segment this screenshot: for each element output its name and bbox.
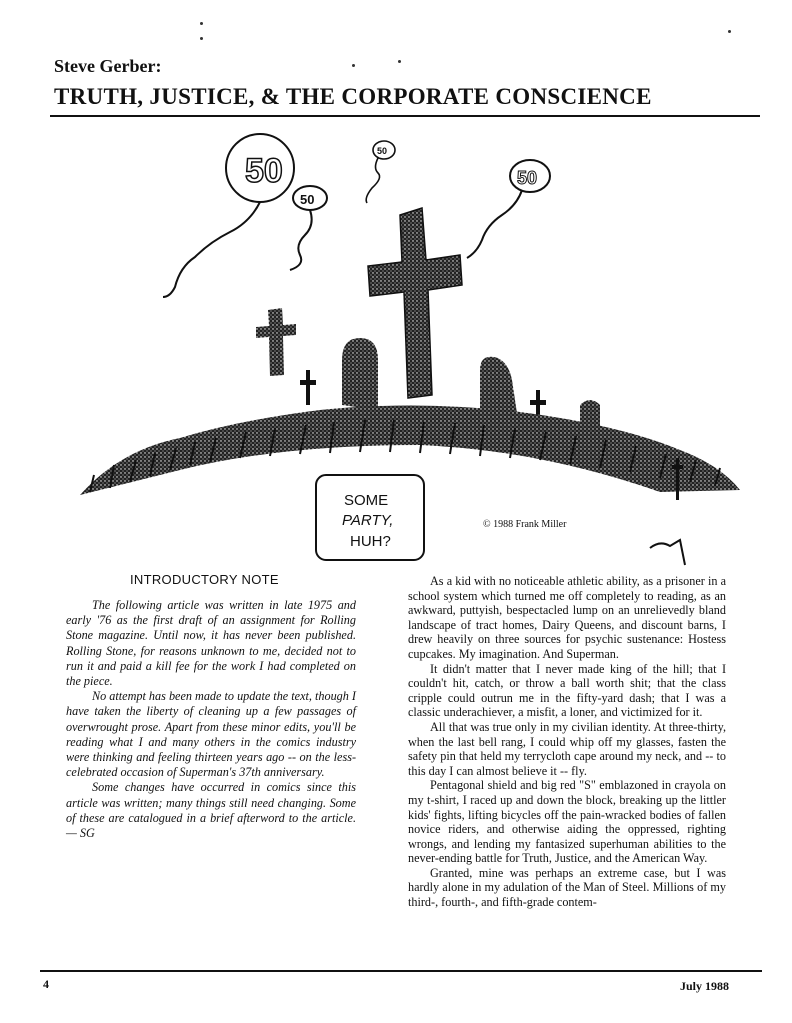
body-paragraph: As a kid with no noticeable athletic ability, as a prisoner in a school system which turned me off completely to reading, as an awkward, puttyish, bespectacled lump on an unrelievedly bland landscape of tract homes, Dairy Queens, and discount barns, I drew heavily on three sources for psychic sustenance: Hostess cupcakes. My imagination. And Superman. — [408, 574, 726, 661]
balloon-small-label: 50 — [300, 192, 315, 207]
cartoon-illustration — [60, 120, 750, 570]
page-number: 4 — [43, 977, 49, 991]
intro-heading: INTRODUCTORY NOTE — [130, 572, 279, 587]
balloon-tiny-label: 50 — [377, 146, 388, 156]
issue-date: July 1988 — [680, 979, 730, 993]
tombstone — [342, 338, 378, 410]
speck — [200, 22, 203, 25]
body-paragraph: All that was true only in my civilian identity. At three-thirty, when the last bell rang, I could whip off my glasses, fasten the safety pin that held my terrycloth cape around my neck, and -- to this day I can almost believe it -- fly. — [408, 719, 726, 778]
body-paragraph: Pentagonal shield and big red "S" emblazoned in crayola on my t-shirt, I raced up and down the block, breaking up the littler kids' fights, lifting bicycles off the pain-wracked bodies of fallen novice riders, and otherwise aiding the oppressed, righting wrongs, and lending my fantasized superhuman abilities to the never-ending battle for Truth, Justice, and the American Way. — [408, 778, 726, 866]
large-cross — [368, 208, 462, 398]
byline: Steve Gerber: — [54, 56, 162, 76]
speech-line-2: PARTY, — [342, 512, 394, 529]
speck — [200, 37, 203, 40]
speech-line-3: HUH? — [350, 533, 391, 550]
intro-paragraph: Some changes have occurred in comics since this article was written; many things still need changing. Some of these are catalogued in a brief afterword to the article. — SG — [66, 780, 356, 841]
cross-small — [300, 370, 316, 405]
intro-paragraph: No attempt has been made to update the text, though I have taken the liberty of cleaning up a few passages of overwrought prose. Apart from these minor edits, you'll be reading what I and many others in the comics industry were thinking and feeling thirteen years ago -- on the less-celebrated occasion of Superman's 37th anniversary. — [66, 689, 356, 780]
body-paragraph: Granted, mine was perhaps an extreme case, but I was hardly alone in my adulation of the Man of Steel. Millions of my third-, fourth-, and fifth-grade contem- — [408, 865, 726, 910]
artist-signature — [650, 540, 685, 565]
speech-line-1: SOME — [344, 492, 389, 509]
balloon-large-label: 50 — [245, 152, 283, 190]
balloon-right — [467, 160, 550, 258]
copyright-notice: © 1988 Frank Miller — [483, 519, 567, 530]
speck — [352, 64, 355, 67]
intro-note — [66, 598, 356, 841]
article-title: TRUTH, JUSTICE, & THE CORPORATE CONSCIENCE — [54, 84, 652, 109]
article-body — [408, 574, 726, 910]
title-rule — [50, 115, 760, 117]
intro-paragraph: The following article was written in late 1975 and early '76 as the first draft of an assignment for Rolling Stone magazine. Until now, it has never been published. Rolling Stone, for reasons unknown to me, decided not to run it and paid a kill fee for the work I had completed on the piece. — [66, 598, 356, 689]
speck — [398, 60, 401, 63]
body-paragraph: It didn't matter that I never made king of the hill; that I couldn't hit, catch, or throw a ball worth shit; that the class cripple could outrun me in the fifty-yard dash; that I was a classic underachiever, a misfit, a loner, and victimized for it. — [408, 661, 726, 720]
balloon-right-label: 50 — [517, 168, 538, 188]
speck — [728, 30, 731, 33]
small-cross — [256, 308, 296, 376]
footer-rule — [40, 970, 762, 972]
